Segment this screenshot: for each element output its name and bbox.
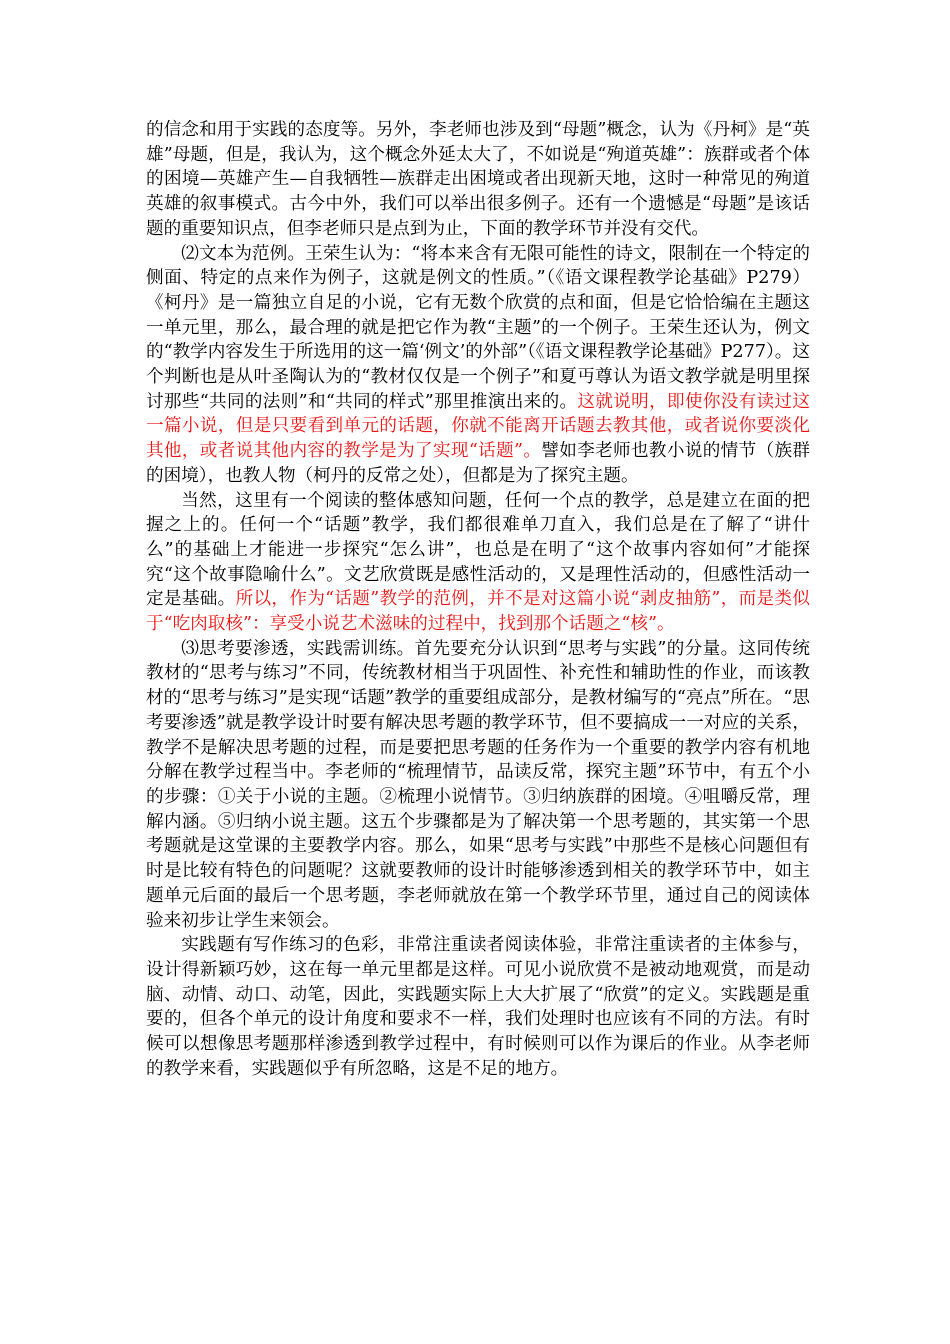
text-run: ⑶思考要渗透，实践需训练。首先要充分认识到“思考与实践”的分量。这同传统教材的“思考与练习”不同，传统教材相当于巩固性、补充性和辅助性的作业，而该教材的“思考与练习”是实现“话题”教学的重要组成部分，是教材编写的“亮点”所在。“思考要渗透”就是教学设计时要有解决思考题的教学环节，但不要搞成一一对应的关系，教学不是解决思考题的过程，而是要把思考题的任务作为一个重要的教学内容有机地分解在教学过程当中。李老师的“梳理情节，品读反常，探究主题”环节中，有五个小的步骤：①关于小说的主题。②梳理小说情节。③归纳族群的困境。④咀嚼反常，理解内涵。⑤归纳小说主题。这五个步骤都是为了解决第一个思考题的，其实第一个思考题就是这堂课的主要教学内容。那么，如果“思考与实践”中那些不是核心问题但有时是比较有特色的问题呢？这就要教师的设计时能够渗透到相关的教学环节中，如主题单元后面的最后一个思考题，李老师就放在第一个教学环节里，通过自己的阅读体验来初步让学生来领会。: [146, 638, 810, 931]
paragraph-thinking-and-practice: [146, 637, 810, 933]
highlighted-text-run: 所以，作为“话题”教学的范例，并不是对这篇小说“剥皮抽筋”，而是类似于“吃肉取核”：享受小说艺术滋味的过程中，找到那个话题之“核”。: [146, 589, 810, 635]
text-run: 的信念和用于实践的态度等。另外，李老师也涉及到“母题”概念，认为《丹柯》是“英雄”母题，但是，我认为，这个概念外延太大了，不如说是“殉道英雄”：族群或者个体的困境—英雄产生—自我牺牲—族群走出困境或者出现新天地，这时一种常见的殉道英雄的叙事模式。古今中外，我们可以举出很多例子。还有一个遗憾是“母题”是该话题的重要知识点，但李老师只是点到为止，下面的教学环节并没有交代。: [146, 120, 810, 239]
document-page: [146, 118, 810, 1081]
text-run: ⑵文本为范例。王荣生认为：“将本来含有无限可能性的诗文，限制在一个特定的侧面、特定的点来作为例子，这就是例文的性质。”（《语文课程教学论基础》P279）《柯丹》是一篇独立自足的小说，它有无数个欣赏的点和面，但是它恰恰编在主题这一单元里，那么，最合理的就是把它作为教“主题”的一个例子。王荣生还认为，例文的“教学内容发生于所选用的这一篇‘例文’的外部”（《语文课程教学论基础》P277）。这个判断也是从叶圣陶认为的“教材仅仅是一个例子”和夏丏尊认为语文教学就是明里探讨那些“共同的法则”和“共同的样式”那里推演出来的。: [146, 243, 810, 412]
paragraph-overall-perception: [146, 489, 810, 637]
paragraph-continuation: [146, 118, 810, 242]
text-run: 当然，这里有一个阅读的整体感知问题，任何一个点的教学，总是建立在面的把握之上的。任何一个“话题”教学，我们都很难单刀直入，我们总是在了解了“讲什么”的基础上才能进一步探究“怎么讲”，也总是在明了“这个故事内容如何”才能探究“这个故事隐喻什么”。文艺欣赏既是感性活动的，又是理性活动的，但感性活动一定是基础。: [146, 490, 810, 610]
highlighted-text-run: 这就说明，即使你没有读过这一篇小说，但是只要看到单元的话题，你就不能离开话题去教其他，或者说你要淡化其他，或者说其他内容的教学是为了实现“话题”。: [146, 391, 810, 462]
text-run: 譬如李老师也教小说的情节（族群的困境），也教人物（柯丹的反常之处），但都是为了探究主题。: [146, 441, 810, 486]
paragraph-text-as-example: [146, 242, 810, 489]
text-run: 实践题有写作练习的色彩，非常注重读者阅读体验，非常注重读者的主体参与，设计得新颖巧妙，这在每一单元里都是这样。可见小说欣赏不是被动地观赏，而是动脑、动情、动口、动笔，因此，实践题实际上大大扩展了“欣赏”的定义。实践题是重要的，但各个单元的设计角度和要求不一样，我们处理时也应该有不同的方法。有时候可以想像思考题那样渗透到教学过程中，有时候则可以作为课后的作业。从李老师的教学来看，实践题似乎有所忽略，这是不足的地方。: [146, 935, 810, 1079]
paragraph-practice-questions: [146, 933, 810, 1081]
